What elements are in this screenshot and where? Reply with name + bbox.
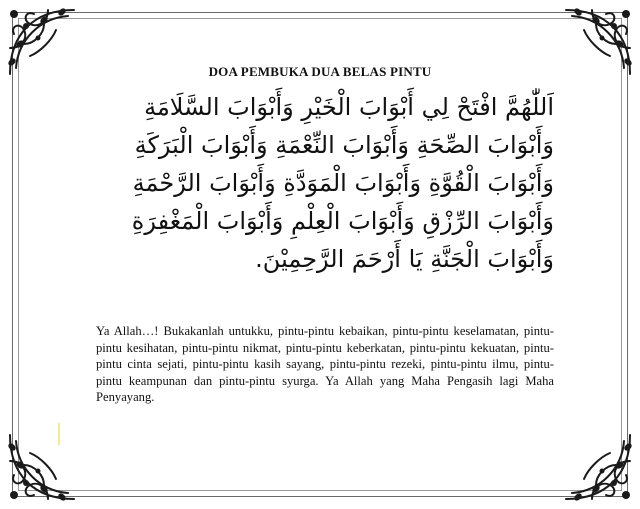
highlight-mark xyxy=(58,423,60,445)
arabic-line: وَأَبْوَابَ الْجَنَّةِ يَا أَرْحَمَ الرَّحِمِيْنَ. xyxy=(255,245,554,273)
arabic-line: وَأَبْوَابَ الصِّحَةِ وَأَبْوَابَ النِّعْمَةِ وَأَبْوَابَ الْبَرَكَةِ xyxy=(134,131,554,159)
arabic-line: وَأَبْوَابَ الْقُوَّةِ وَأَبْوَابَ الْمَوَدَّةِ وَأَبْوَابَ الرَّحْمَةِ xyxy=(132,169,554,197)
page-title: DOA PEMBUKA DUA BELAS PINTU xyxy=(208,64,432,79)
arabic-prayer-text xyxy=(96,88,554,278)
corner-ornament-icon xyxy=(560,429,636,505)
translation-paragraph: Ya Allah…! Bukakanlah untukku, pintu-pintu kebaikan, pintu-pintu keselamatan, pintu-pintu kesihatan, pintu-pintu nikmat, pintu-pintu keberkatan, pintu-pintu kekuatan, pintu-pintu cinta sejati, pintu-pintu kasih sayang, pintu-pintu rezeki, pintu-pintu ilmu, pintu-pintu keampunan dan pintu-pintu syurga. Ya Allah yang Maha Pengasih lagi Maha Penyayang. xyxy=(96,324,554,404)
corner-ornament-icon xyxy=(4,429,80,505)
arabic-line: اَللّٰهُمَّ افْتَحْ لِي أَبْوَابَ الْخَيْرِ وَأَبْوَابَ السَّلَامَةِ xyxy=(144,93,554,121)
arabic-line: وَأَبْوَابَ الرِّزْقِ وَأَبْوَابَ الْعِلْمِ وَأَبْوَابَ الْمَغْفِرَةِ xyxy=(131,207,554,235)
